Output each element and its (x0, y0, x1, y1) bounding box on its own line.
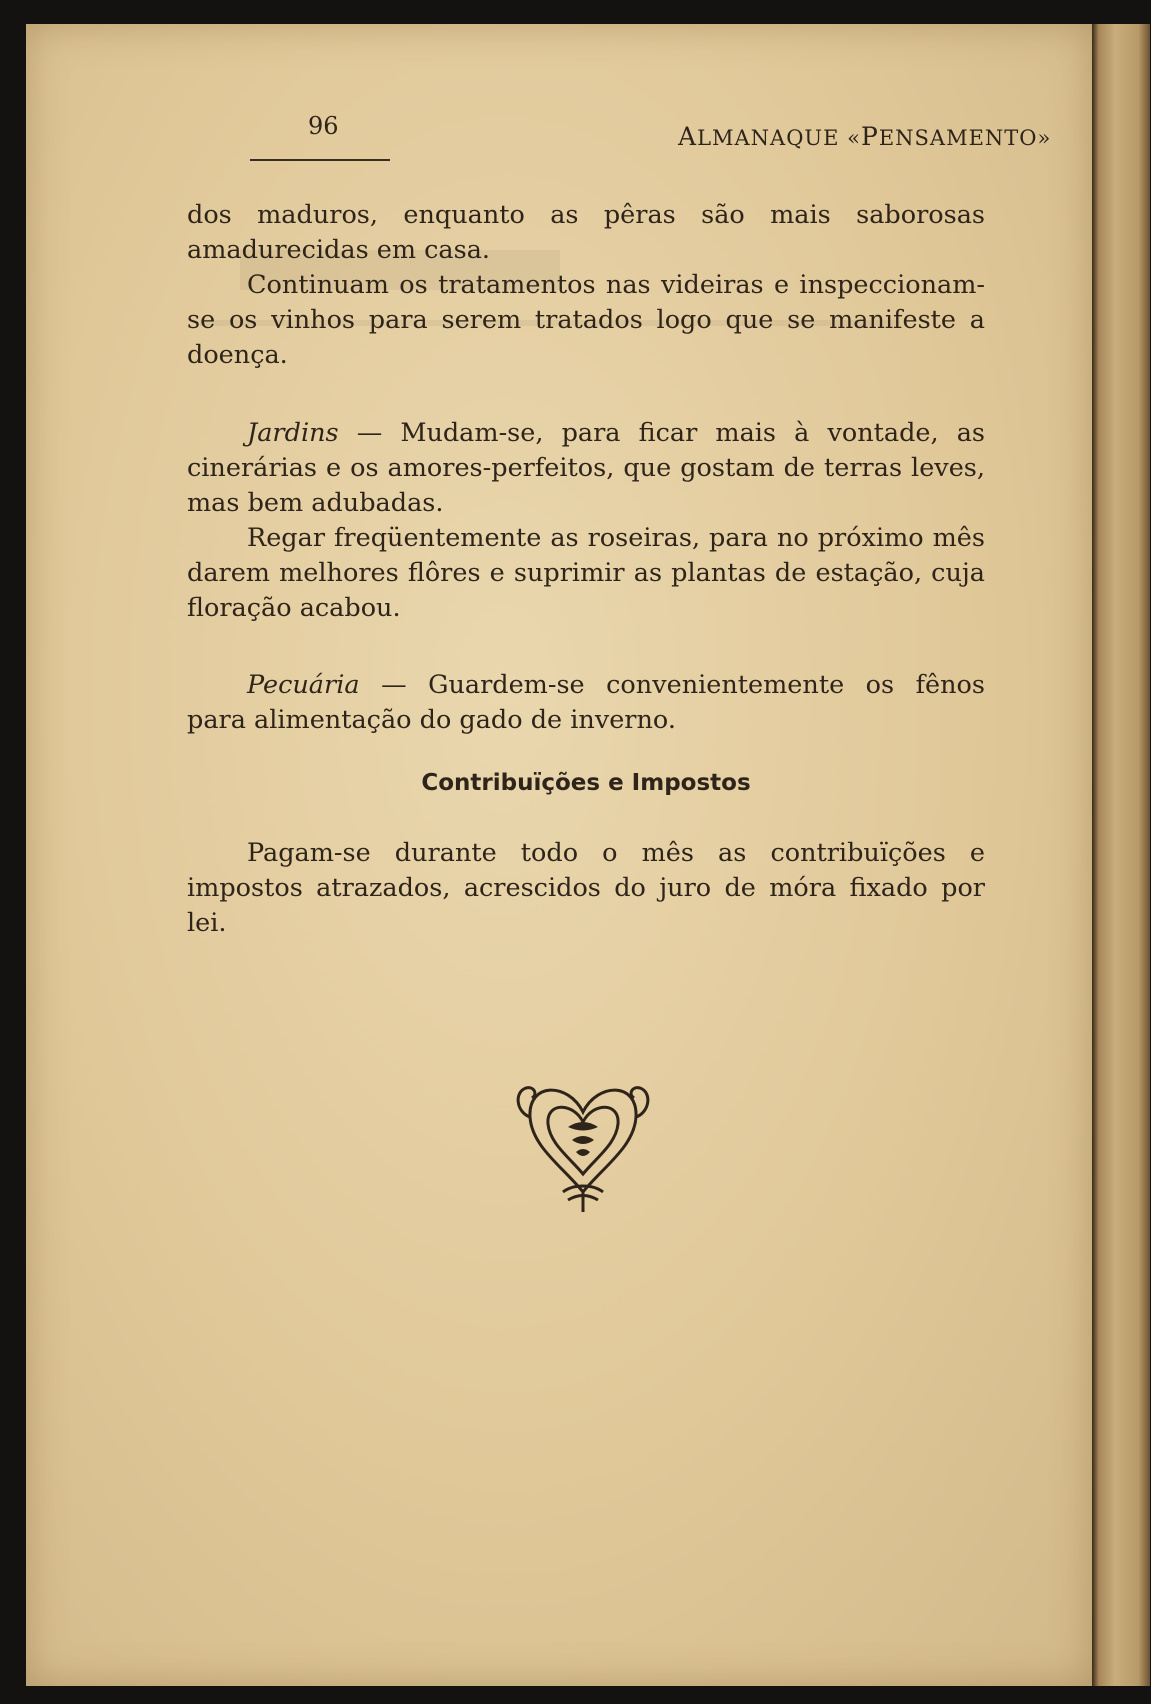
running-title-part2: ENSAMENTO» (878, 126, 1052, 150)
running-title (678, 122, 1051, 151)
book-spine-edge (1092, 24, 1150, 1686)
body-text-block-1 (187, 198, 985, 373)
body-text-block-2 (187, 416, 985, 626)
running-title-initial: A (678, 122, 698, 151)
header-rule (250, 159, 390, 161)
body-text-block-4 (187, 836, 985, 941)
paragraph-roses: Regar freqüentemente as roseiras, para no próximo mês darem melhores flôres e suprimir as plantas de estação, cuja floração acabou. (187, 523, 985, 623)
livestock-label: Pecuária (247, 670, 360, 700)
gardens-text: — Mudam-se, para ficar mais à vontade, as cinerárias e os amores-perfeitos, que gostam de terras leves, mas bem adubadas. (187, 418, 985, 518)
running-title-initial-2: P (860, 122, 879, 151)
paragraph-vineyards: Continuam os tratamentos nas videiras e inspeccionam-se os vinhos para serem tratados logo que se manifeste a doença. (187, 270, 985, 370)
paragraph-pears: dos maduros, enquanto as pêras são mais saborosas amadurecidas em casa. (187, 200, 985, 265)
heart-ornament-icon (508, 1072, 658, 1212)
page-number: 96 (308, 112, 339, 140)
paragraph-gardens (187, 416, 985, 521)
running-title-part1: LMANAQUE « (697, 126, 861, 150)
paragraph-livestock (187, 668, 985, 738)
gardens-label: Jardins (247, 418, 339, 448)
livestock-text: — Guardem-se convenientemente os fênos para alimentação do gado de inverno. (187, 670, 985, 735)
body-text-block-3 (187, 668, 985, 738)
paragraph-taxes: Pagam-se durante todo o mês as contribuïções e impostos atrazados, acrescidos do juro de móra fixado por lei. (187, 838, 985, 938)
section-heading: Contribuïções e Impostos (421, 770, 751, 796)
